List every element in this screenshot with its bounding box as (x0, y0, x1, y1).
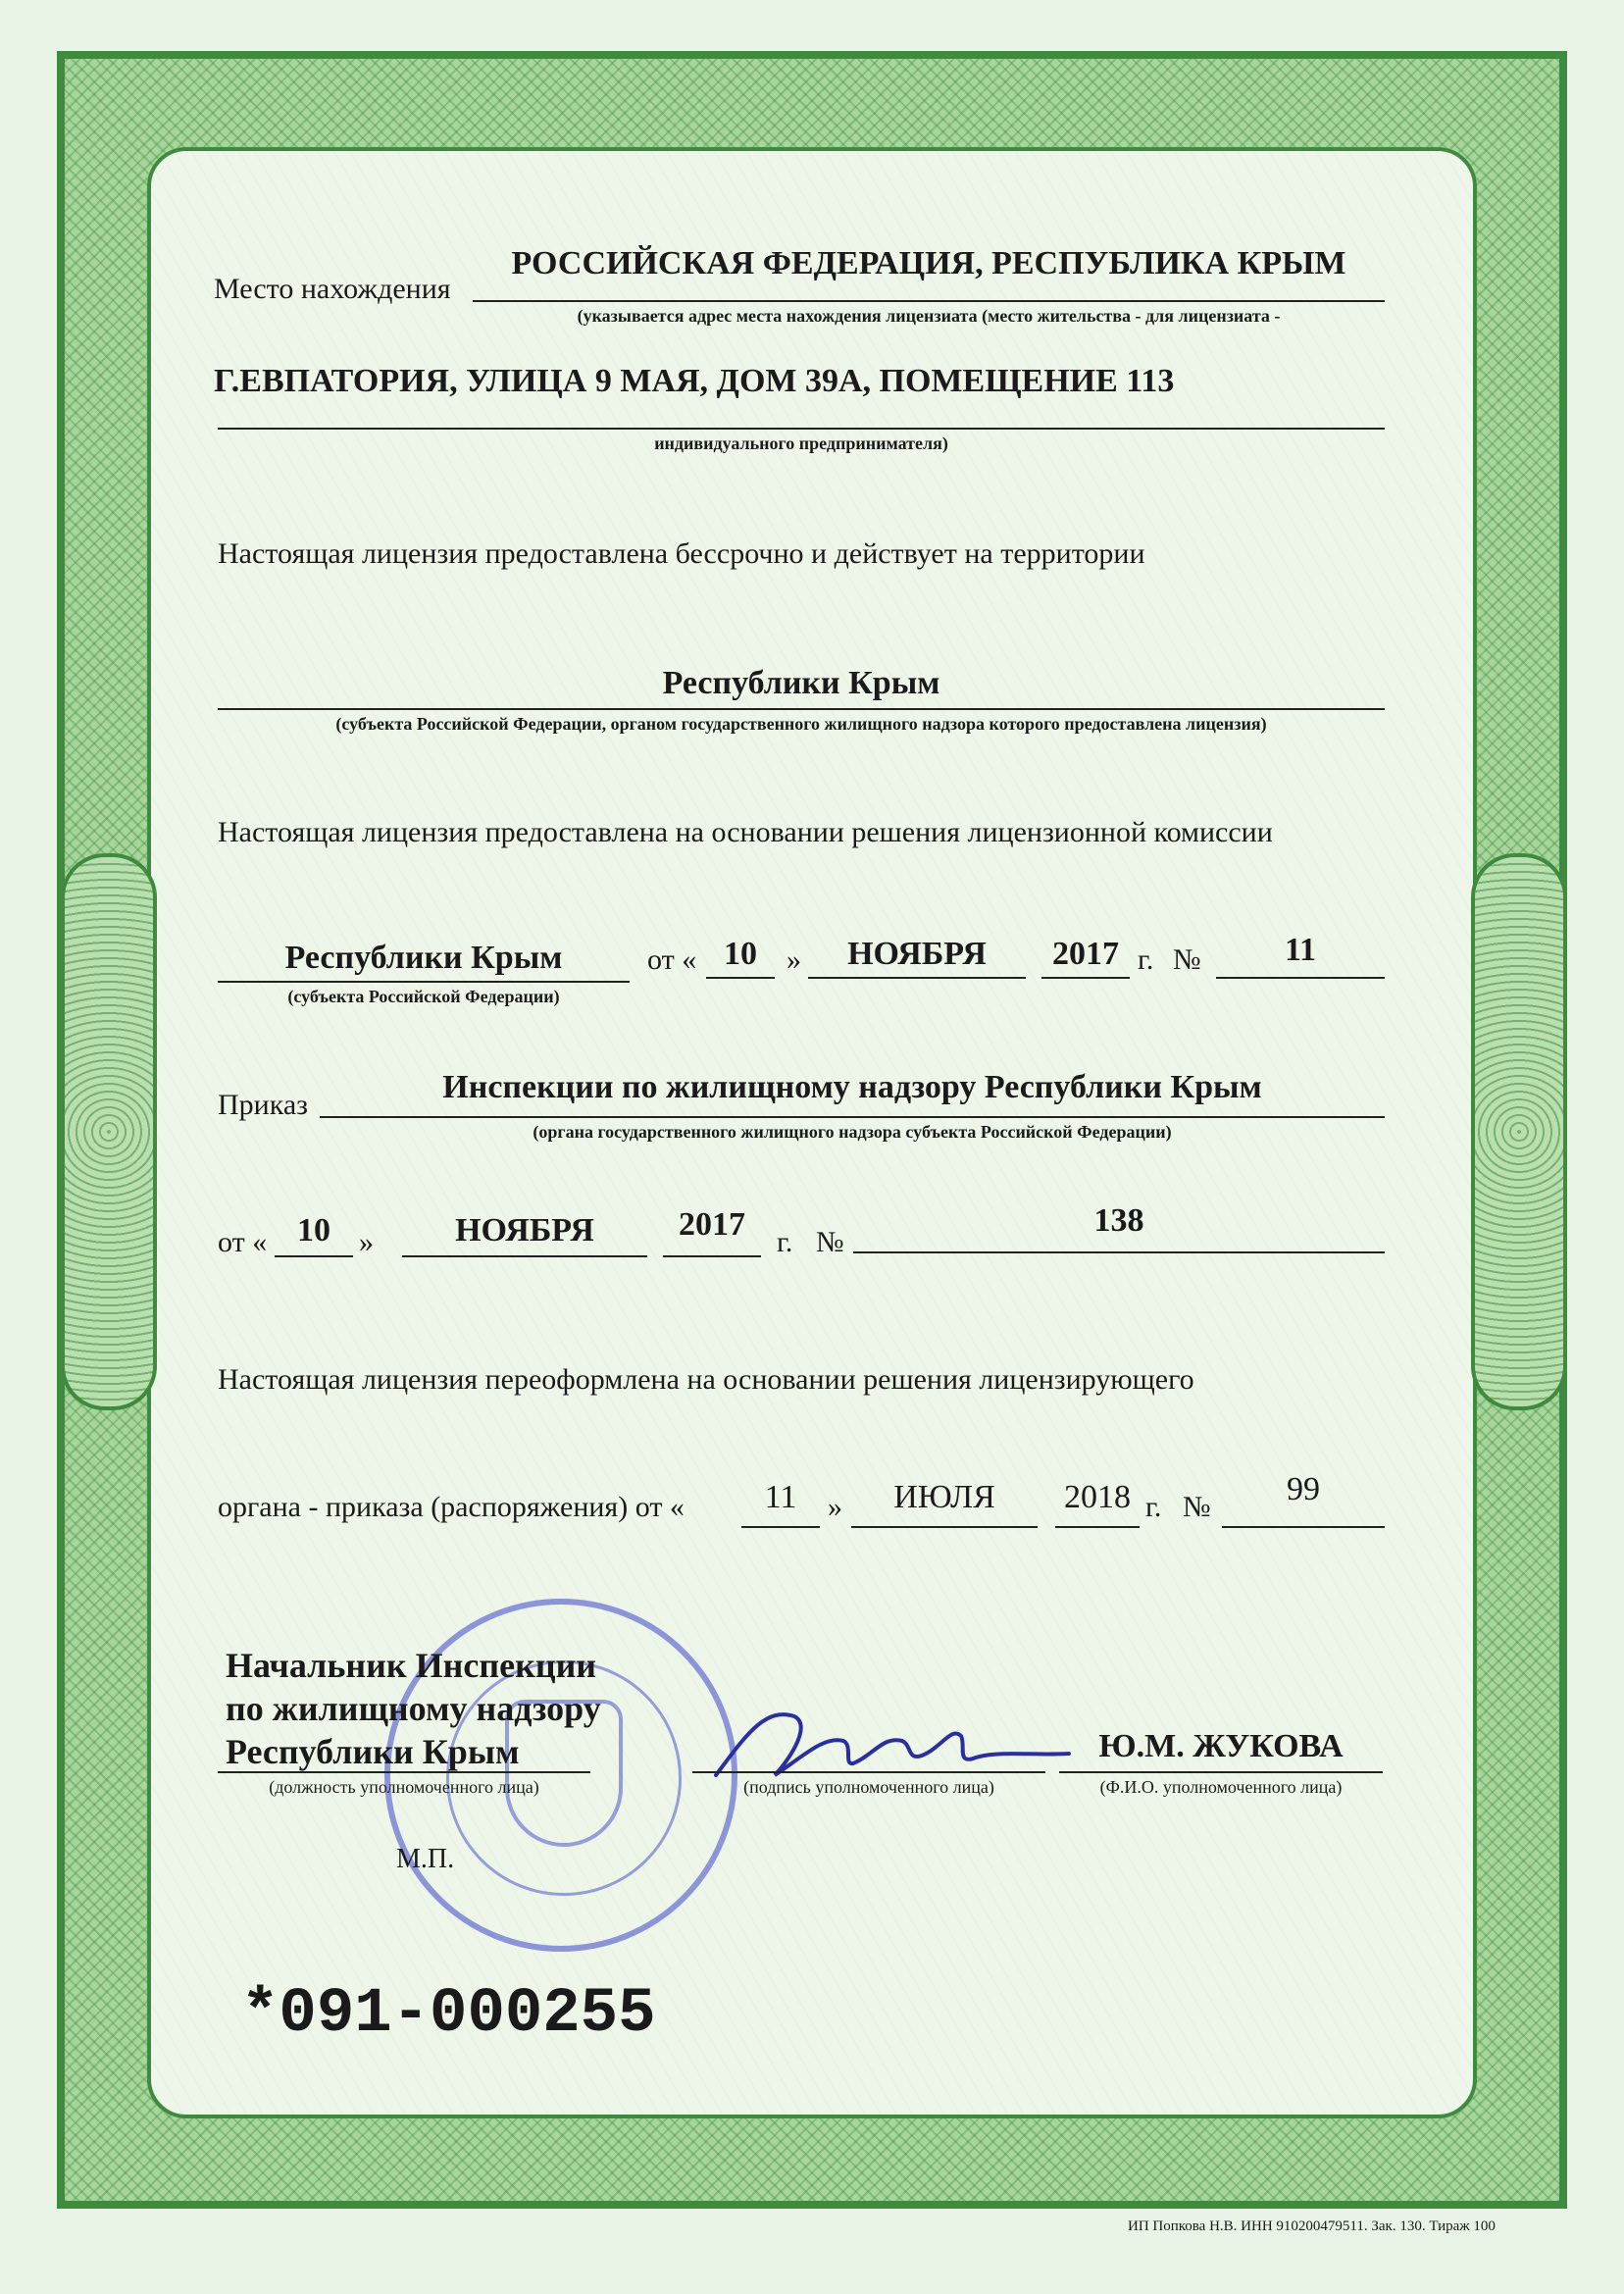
location-line-1 (473, 300, 1385, 302)
commission-line (218, 981, 630, 983)
reissue-month: ИЮЛЯ (893, 1479, 995, 1515)
order-year: 2017 (679, 1206, 745, 1243)
reissue-number-label: № (1183, 1491, 1211, 1523)
signature-line (692, 1771, 1045, 1773)
signature-caption: (подпись уполномоченного лица) (743, 1777, 994, 1797)
signatory-position-line-2: по жилищному надзору (226, 1689, 601, 1728)
basis-year: 2017 (1052, 936, 1119, 972)
basis-number-label: № (1173, 943, 1201, 976)
order-month-line (402, 1255, 647, 1257)
order-number-line (853, 1251, 1385, 1253)
location-caption-1: (указывается адрес места нахождения лицензиата (место жительства - для лицензиата - (577, 306, 1281, 326)
signatory-position-line-1: Начальник Инспекции (226, 1646, 597, 1685)
reissue-text: Настоящая лицензия переоформлена на основании решения лицензирующего (218, 1363, 1194, 1396)
order-from-label: от « (218, 1226, 268, 1258)
order-year-suffix: г. (777, 1226, 793, 1258)
basis-day-line (706, 977, 775, 979)
reissue-day-line (741, 1526, 820, 1528)
territory-line (218, 708, 1385, 710)
basis-text: Настоящая лицензия предоставлена на основании решения лицензионной комиссии (218, 816, 1273, 848)
reissue-month-line (851, 1526, 1038, 1528)
printer-imprint: ИП Попкова Н.В. ИНН 910200479511. Зак. 130. Тираж 100 (1128, 2218, 1496, 2234)
location-value-2: Г.ЕВПАТОРИЯ, УЛИЦА 9 МАЯ, ДОМ 39А, ПОМЕЩЕНИЕ 113 (214, 363, 1175, 399)
territory-value: Республики Крым (662, 665, 940, 701)
validity-text: Настоящая лицензия предоставлена бессрочно и действует на территории (218, 537, 1145, 570)
reissue-number: 99 (1287, 1471, 1320, 1507)
territory-caption: (субъекта Российской Федерации, органом государственного жилищного надзора которого предоставлена лицензия) (335, 714, 1267, 734)
basis-year-line (1041, 977, 1130, 979)
order-authority-line (320, 1116, 1385, 1118)
reissue-quote-close: » (828, 1491, 842, 1523)
basis-year-suffix: г. (1138, 943, 1154, 976)
order-month: НОЯБРЯ (455, 1212, 594, 1249)
basis-month-line (808, 977, 1026, 979)
order-quote-close: » (359, 1226, 374, 1258)
position-line (218, 1771, 590, 1773)
order-day: 10 (297, 1212, 330, 1249)
order-number-label: № (816, 1226, 844, 1258)
name-caption: (Ф.И.О. уполномоченного лица) (1099, 1777, 1343, 1797)
reissue-year-suffix: г. (1145, 1491, 1162, 1523)
reissue-number-line (1222, 1526, 1385, 1528)
commission-value: Республики Крым (284, 940, 563, 976)
order-number: 138 (1093, 1202, 1144, 1239)
name-line (1059, 1771, 1383, 1773)
basis-day: 10 (724, 936, 757, 972)
reissue-day: 11 (764, 1479, 797, 1515)
location-label: Место нахождения (214, 273, 451, 305)
location-value-1: РОССИЙСКАЯ ФЕДЕРАЦИЯ, РЕСПУБЛИКА КРЫМ (511, 245, 1346, 281)
right-ornament (1471, 853, 1567, 1410)
order-caption: (органа государственного жилищного надзора субъекта Российской Федерации) (533, 1122, 1172, 1142)
order-label: Приказ (218, 1089, 309, 1121)
serial-number: *091-000255 (241, 1979, 656, 2050)
location-caption-2: индивидуального предпринимателя) (654, 433, 948, 453)
position-caption: (должность уполномоченного лица) (269, 1777, 539, 1797)
signatory-position-line-3: Республики Крым (226, 1732, 520, 1771)
basis-from-label: от « (647, 943, 697, 976)
reissue-year: 2018 (1064, 1479, 1131, 1515)
basis-month: НОЯБРЯ (847, 936, 987, 972)
basis-number: 11 (1284, 932, 1317, 968)
basis-number-line (1216, 977, 1385, 979)
order-day-line (275, 1255, 353, 1257)
reissue-year-line (1055, 1526, 1140, 1528)
signatory-name: Ю.М. ЖУКОВА (1098, 1728, 1344, 1764)
basis-quote-close: » (787, 943, 801, 976)
reissue-text-2: органа - приказа (распоряжения) от « (218, 1491, 685, 1523)
order-year-line (663, 1255, 761, 1257)
left-ornament (61, 853, 157, 1410)
location-line-2 (218, 428, 1385, 430)
order-authority: Инспекции по жилищному надзору Республики Крым (442, 1069, 1262, 1105)
signatory-position (226, 1644, 601, 1773)
commission-caption: (субъекта Российской Федерации) (287, 987, 560, 1006)
stamp-place: М.П. (396, 1844, 455, 1874)
